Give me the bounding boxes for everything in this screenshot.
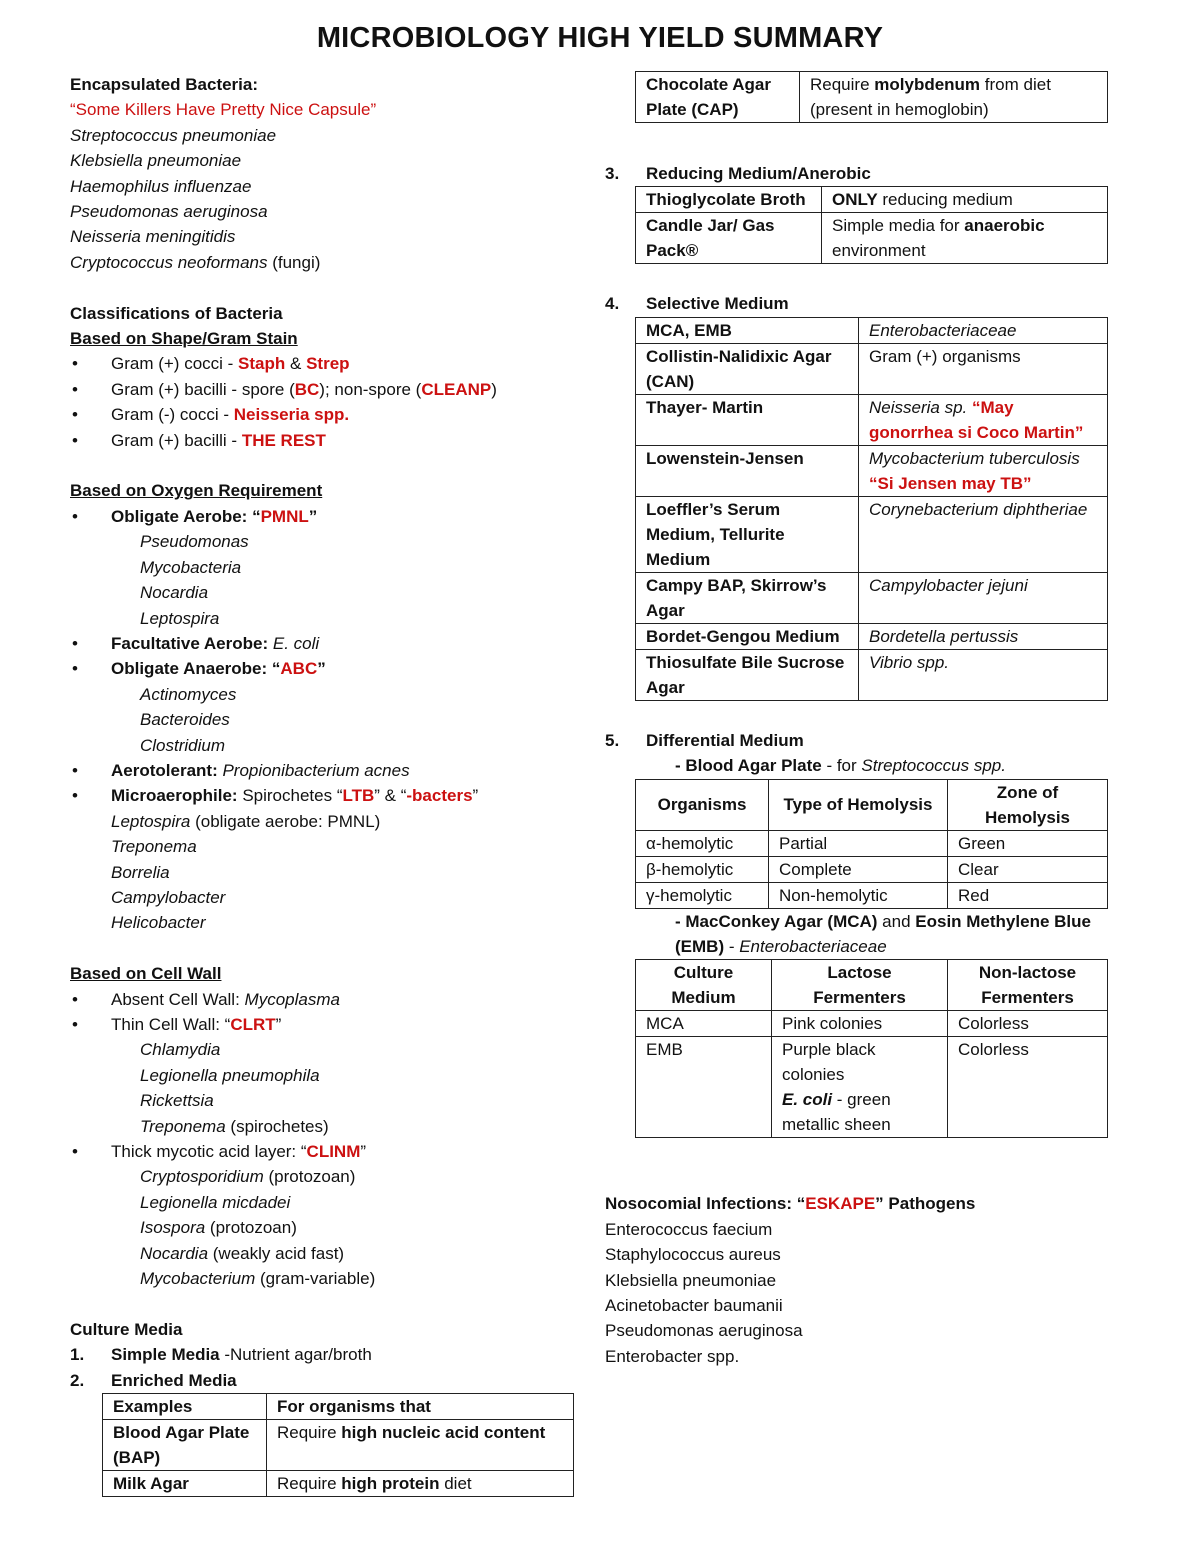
table-row bbox=[636, 1011, 1108, 1037]
table-cell: Pink colonies bbox=[772, 1011, 948, 1037]
table-cell: Campylobacter jejuni bbox=[859, 572, 1108, 623]
differential-medium: 5. Differential Medium bbox=[605, 730, 804, 750]
table-cell: Require high nucleic acid content bbox=[267, 1420, 574, 1471]
bullet-item: • Facultative Aerobe: E. coli bbox=[70, 631, 580, 656]
table-cell: Collistin-Nalidixic Agar (CAN) bbox=[636, 343, 859, 394]
list-item bbox=[70, 250, 580, 275]
reducing-medium: 3. Reducing Medium/Anerobic bbox=[605, 164, 871, 183]
table-cell: Corynebacterium diphtheriae bbox=[859, 496, 1108, 572]
list-item: Cryptosporidium (protozoan) bbox=[140, 1167, 356, 1187]
table-cell: Lowenstein-Jensen bbox=[636, 445, 859, 496]
table-cell: Mycobacterium tuberculosis “Si Jensen may TB” bbox=[859, 445, 1108, 496]
table-cell: Milk Agar bbox=[103, 1471, 267, 1497]
table-row bbox=[636, 1037, 1108, 1138]
list-item: Legionella micdadei bbox=[140, 1192, 291, 1212]
table-row bbox=[636, 317, 1108, 343]
hemolysis-table bbox=[635, 779, 1108, 909]
table-header: Culture Medium bbox=[636, 960, 772, 1011]
table-row bbox=[636, 623, 1108, 649]
list-item: Actinomyces bbox=[140, 684, 237, 704]
list-item: Pseudomonas aeruginosa bbox=[70, 202, 268, 222]
table-cell: Non-hemolytic bbox=[769, 882, 948, 908]
list-item: Legionella pneumophila bbox=[140, 1065, 320, 1085]
list-item: Streptococcus pneumoniae bbox=[70, 125, 277, 145]
bullet-item: • Gram (+) bacilli - THE REST bbox=[70, 428, 580, 453]
bullet-item: • Gram (-) cocci - Neisseria spp. bbox=[70, 402, 580, 427]
note: (fungi) bbox=[267, 252, 321, 272]
table-header: Lactose Fermenters bbox=[772, 960, 948, 1011]
reducing-medium-table bbox=[635, 186, 1108, 264]
bullet-item: • Thick mycotic acid layer: “CLINM” bbox=[70, 1139, 580, 1164]
table-cell: Simple media for anaerobic environment bbox=[822, 213, 1108, 264]
table-header: Examples bbox=[103, 1394, 267, 1420]
table-cell: Vibrio spp. bbox=[859, 649, 1108, 700]
table-header: Zone of Hemolysis bbox=[948, 779, 1108, 830]
table-cell: ONLY reducing medium bbox=[822, 187, 1108, 213]
bullet-item: • Absent Cell Wall: Mycoplasma bbox=[70, 987, 580, 1012]
table-row bbox=[636, 496, 1108, 572]
bullet-item: • Aerotolerant: Propionibacterium acnes bbox=[70, 758, 580, 783]
table-row bbox=[636, 649, 1108, 700]
bullet-item: • Obligate Anaerobe: “ABC” bbox=[70, 656, 580, 681]
table-row bbox=[103, 1471, 574, 1497]
table-cell: Candle Jar/ Gas Pack® bbox=[636, 213, 822, 264]
list-item: Pseudomonas aeruginosa bbox=[605, 1321, 803, 1341]
shape-heading: Based on Shape/Gram Stain bbox=[70, 329, 298, 349]
list-item: Helicobacter bbox=[111, 913, 206, 933]
table-cell: β-hemolytic bbox=[636, 856, 769, 882]
table-cell: Bordetella pertussis bbox=[859, 623, 1108, 649]
list-item: Enterococcus faecium bbox=[605, 1219, 773, 1239]
enriched-media-table-continued bbox=[635, 71, 1108, 123]
table-cell: MCA, EMB bbox=[636, 317, 859, 343]
table-row bbox=[636, 394, 1108, 445]
table-cell: Gram (+) organisms bbox=[859, 343, 1108, 394]
table-cell: Thioglycolate Broth bbox=[636, 187, 822, 213]
table-cell: Require high protein diet bbox=[267, 1471, 574, 1497]
bullet-item: • Microaerophile: Spirochetes “LTB” & “-bacters” bbox=[70, 783, 580, 808]
list-item: Nocardia bbox=[140, 583, 209, 603]
list-item: Leptospira bbox=[140, 608, 220, 628]
list-item: Campylobacter bbox=[111, 887, 226, 907]
list-item: Borrelia bbox=[111, 862, 170, 882]
table-header: Organisms bbox=[636, 779, 769, 830]
list-item: Treponema (spirochetes) bbox=[140, 1116, 329, 1136]
organism: Cryptococcus neoformans bbox=[70, 252, 268, 272]
table-cell: Bordet-Gengou Medium bbox=[636, 623, 859, 649]
table-row bbox=[636, 856, 1108, 882]
bullet-item: • Obligate Aerobe: “PMNL” bbox=[70, 504, 580, 529]
table-cell: Colorless bbox=[948, 1037, 1108, 1138]
table-cell: α-hemolytic bbox=[636, 830, 769, 856]
culture-media-heading: Culture Media bbox=[70, 1319, 183, 1339]
enriched-media-table bbox=[102, 1393, 574, 1497]
list-item: Bacteroides bbox=[140, 710, 230, 730]
table-row bbox=[636, 213, 1108, 264]
table-cell: Campy BAP, Skirrow’s Agar bbox=[636, 572, 859, 623]
oxygen-heading: Based on Oxygen Requirement bbox=[70, 481, 323, 501]
list-item: Leptospira (obligate aerobe: PMNL) bbox=[111, 811, 381, 831]
page-title: MICROBIOLOGY HIGH YIELD SUMMARY bbox=[316, 22, 884, 54]
table-row bbox=[636, 882, 1108, 908]
left-column bbox=[70, 72, 580, 1497]
list-item: Klebsiella pneumoniae bbox=[70, 151, 242, 171]
table-header: Non-lactose Fermenters bbox=[948, 960, 1108, 1011]
list-item: Haemophilus influenzae bbox=[70, 176, 252, 196]
table-row bbox=[636, 72, 1108, 123]
table-cell: Clear bbox=[948, 856, 1108, 882]
table-header: For organisms that bbox=[267, 1394, 574, 1420]
selective-medium: 4. Selective Medium bbox=[605, 294, 789, 314]
list-item: Klebsiella pneumoniae bbox=[605, 1270, 777, 1290]
nosocomial-heading: Nosocomial Infections: “ESKAPE” Pathogens bbox=[605, 1194, 976, 1214]
bap-note: - Blood Agar Plate - for Streptococcus spp. bbox=[675, 756, 1006, 776]
list-item: Mycobacterium (gram-variable) bbox=[140, 1269, 376, 1289]
bullet-item: • Thin Cell Wall: “CLRT” bbox=[70, 1012, 580, 1037]
encapsulated-heading: Encapsulated Bacteria: bbox=[70, 75, 259, 94]
table-cell: Complete bbox=[769, 856, 948, 882]
list-item: Pseudomonas bbox=[140, 532, 249, 552]
list-item: Treponema bbox=[111, 837, 197, 857]
table-cell: Thayer- Martin bbox=[636, 394, 859, 445]
table-cell: Purple black colonies E. coli - green metallic sheen bbox=[772, 1037, 948, 1138]
list-item: Enterobacter spp. bbox=[605, 1346, 740, 1366]
table-cell: Thiosulfate Bile Sucrose Agar bbox=[636, 649, 859, 700]
table-row bbox=[103, 1420, 574, 1471]
table-cell: Neisseria sp. “May gonorrhea si Coco Martin” bbox=[859, 394, 1108, 445]
table-cell: γ-hemolytic bbox=[636, 882, 769, 908]
list-item: Isospora (protozoan) bbox=[140, 1218, 297, 1238]
table-cell: Require molybdenum from diet (present in hemoglobin) bbox=[800, 72, 1108, 123]
encapsulated-mnemonic: “Some Killers Have Pretty Nice Capsule” bbox=[70, 100, 377, 120]
right-column bbox=[605, 71, 1115, 1369]
table-cell: MCA bbox=[636, 1011, 772, 1037]
list-item: Chlamydia bbox=[140, 1040, 221, 1060]
table-cell: Colorless bbox=[948, 1011, 1108, 1037]
list-item: Mycobacteria bbox=[140, 557, 242, 577]
classifications-heading: Classifications of Bacteria bbox=[70, 303, 283, 323]
table-cell: EMB bbox=[636, 1037, 772, 1138]
mca-note: - MacConkey Agar (MCA) and Eosin Methylene Blue (EMB) - Enterobacteriaceae bbox=[675, 911, 1091, 957]
lactose-table bbox=[635, 959, 1108, 1138]
table-cell: Loeffler’s Serum Medium, Tellurite Medium bbox=[636, 496, 859, 572]
enriched-media: 2. Enriched Media bbox=[70, 1370, 237, 1390]
table-cell: Enterobacteriaceae bbox=[859, 317, 1108, 343]
selective-medium-table bbox=[635, 317, 1108, 701]
table-row bbox=[636, 343, 1108, 394]
bullet-item: • Gram (+) bacilli - spore (BC); non-spore (CLEANP) bbox=[70, 377, 580, 402]
table-cell: Green bbox=[948, 830, 1108, 856]
list-item: Acinetobacter baumanii bbox=[605, 1296, 783, 1316]
simple-media: 1. Simple Media -Nutrient agar/broth bbox=[70, 1345, 372, 1365]
table-cell: Red bbox=[948, 882, 1108, 908]
list-item: Rickettsia bbox=[140, 1091, 214, 1111]
table-cell: Chocolate Agar Plate (CAP) bbox=[636, 72, 800, 123]
table-row bbox=[636, 830, 1108, 856]
list-item: Staphylococcus aureus bbox=[605, 1245, 781, 1265]
list-item: Nocardia (weakly acid fast) bbox=[140, 1243, 345, 1263]
cell-wall-heading: Based on Cell Wall bbox=[70, 964, 222, 984]
table-cell: Blood Agar Plate (BAP) bbox=[103, 1420, 267, 1471]
table-row bbox=[636, 187, 1108, 213]
table-cell: Partial bbox=[769, 830, 948, 856]
table-row bbox=[636, 572, 1108, 623]
list-item: Neisseria meningitidis bbox=[70, 227, 236, 247]
table-row bbox=[636, 445, 1108, 496]
bullet-item: • Gram (+) cocci - Staph & Strep bbox=[70, 351, 580, 376]
list-item: Clostridium bbox=[140, 735, 226, 755]
table-header: Type of Hemolysis bbox=[769, 779, 948, 830]
